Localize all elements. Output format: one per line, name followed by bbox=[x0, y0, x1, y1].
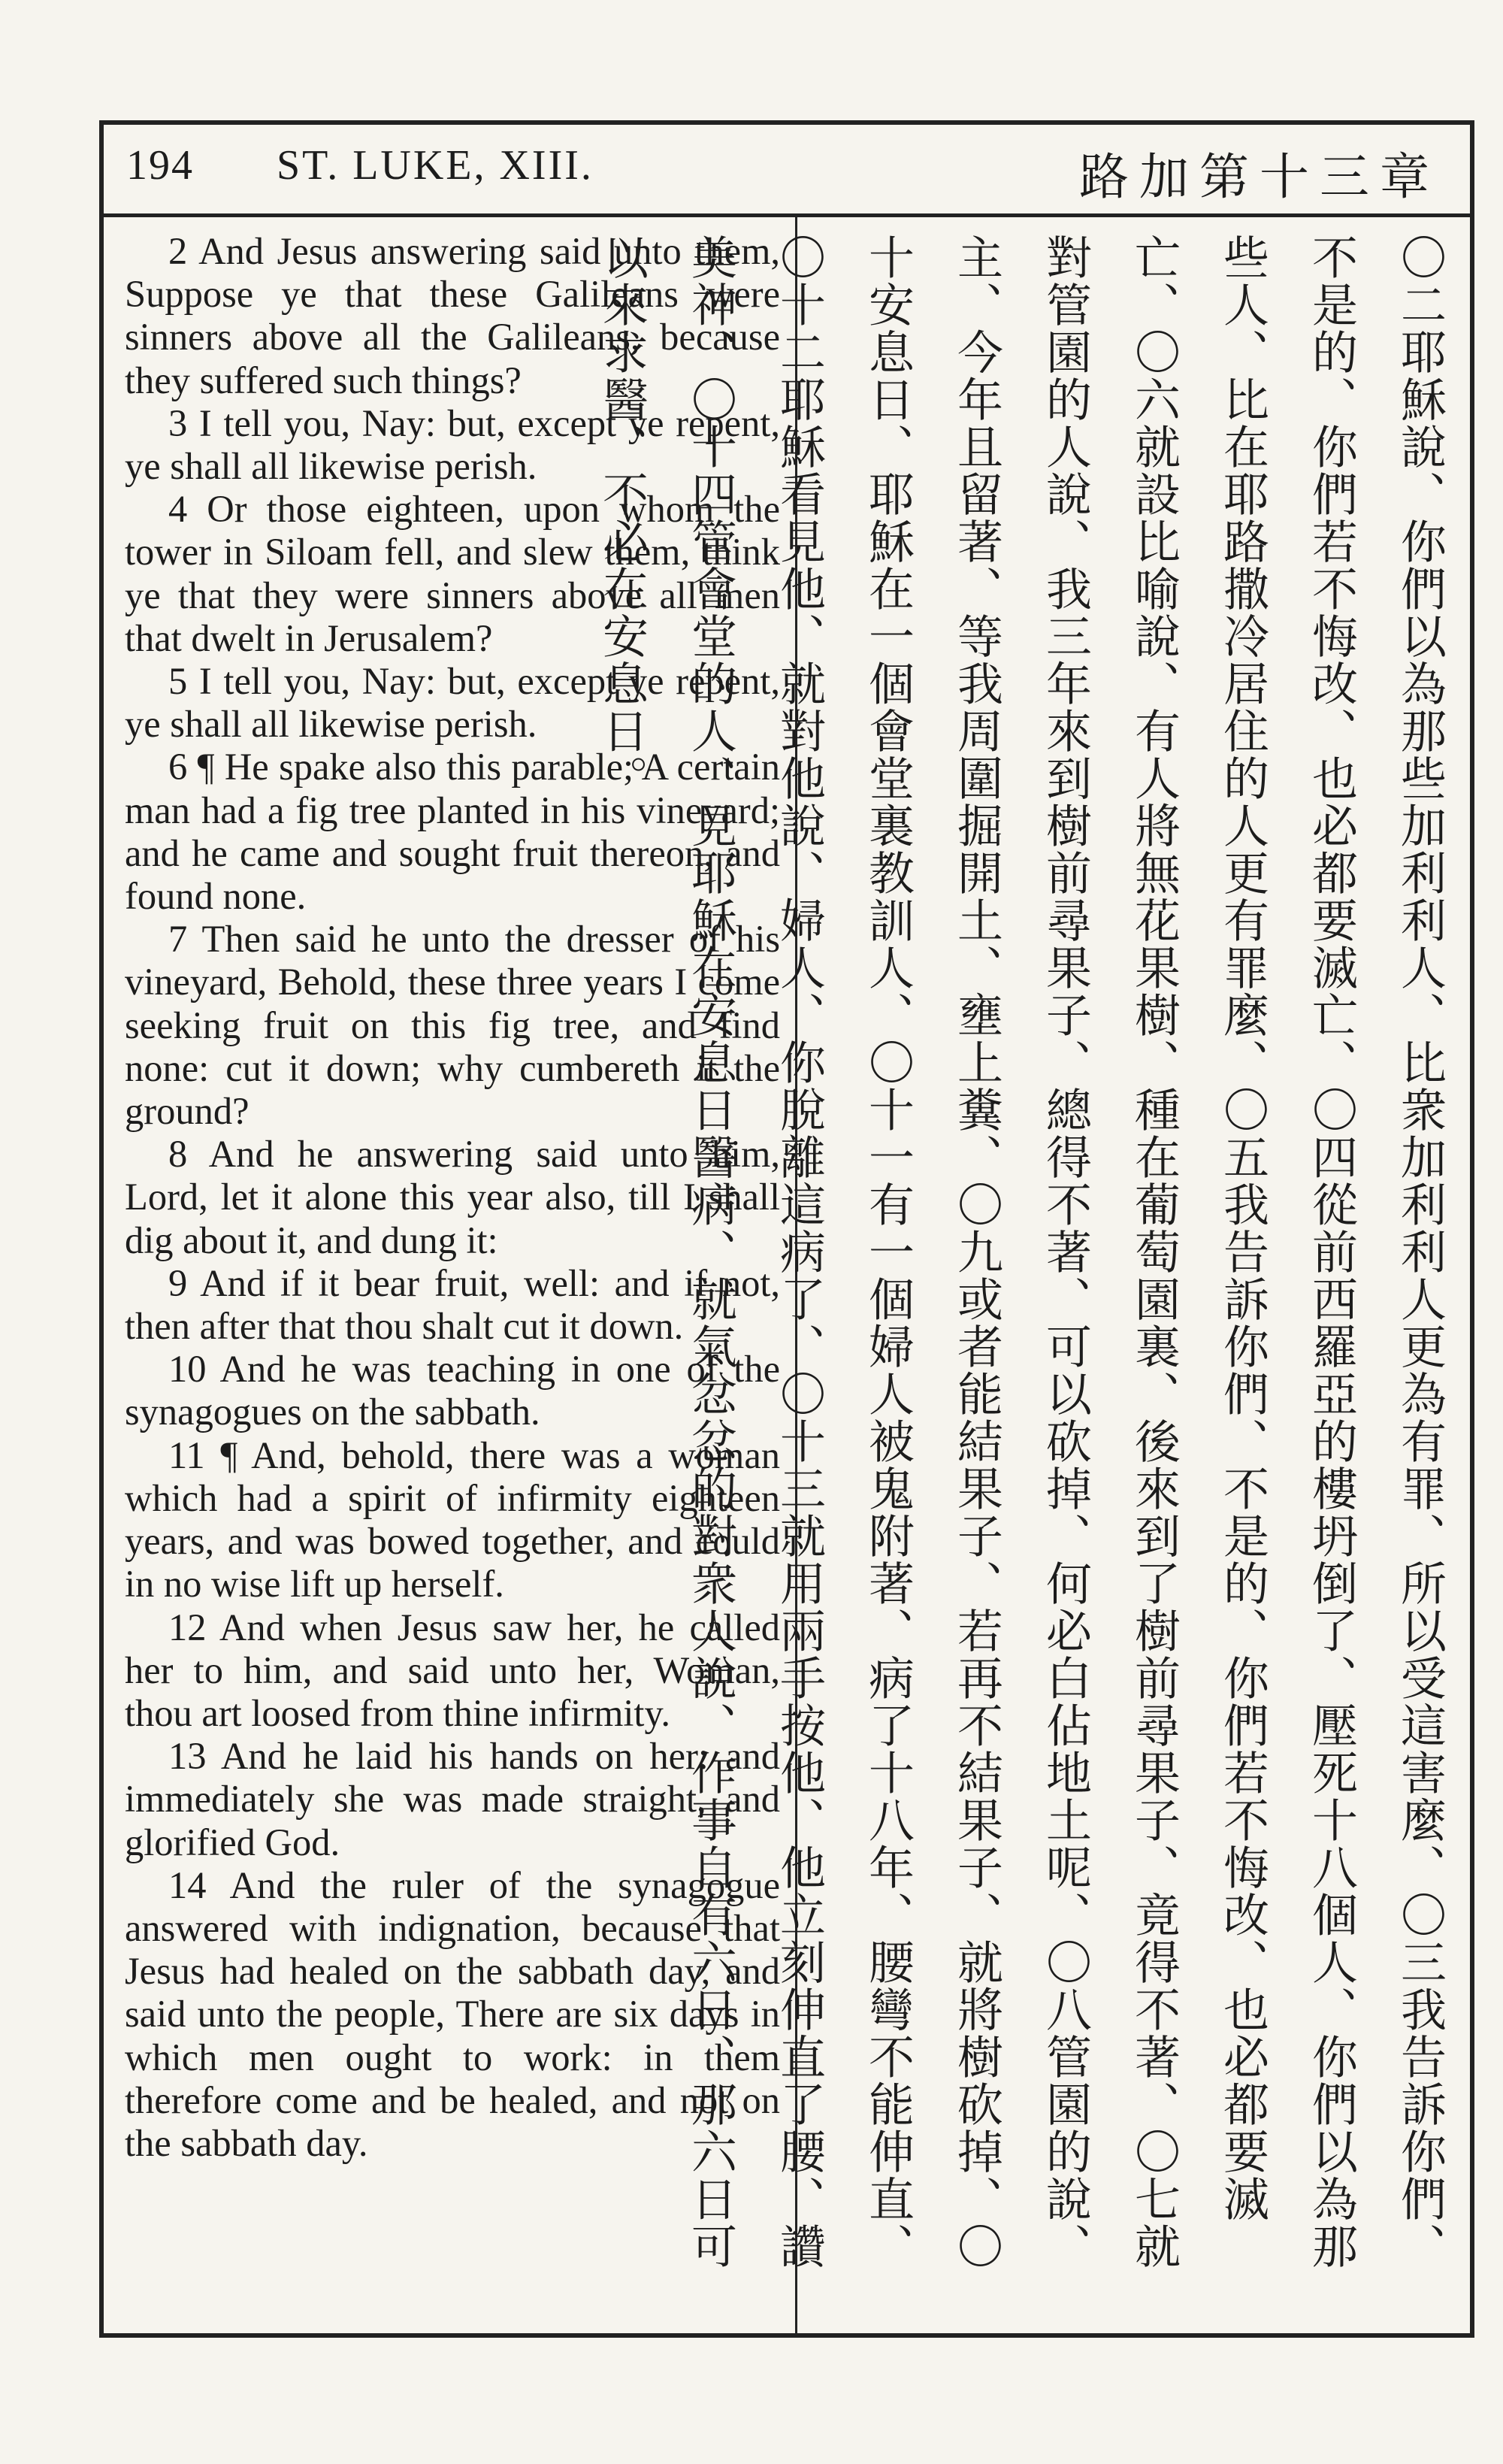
verse-7: 7 Then said he unto the dresser of his vineyard, Behold, these three years I come seeking fruit on this fig tree, and find none: cut it down; why cumbereth it the ground? bbox=[125, 918, 780, 1133]
chinese-running-head: 路加第十三章 bbox=[1079, 148, 1440, 206]
verse-9: 9 And if it bear fruit, well: and if not, then after that thou shalt cut it down. bbox=[125, 1261, 780, 1348]
verse-10: 10 And he was teaching in one of the synagogues on the sabbath. bbox=[125, 1348, 780, 1433]
verse-13: 13 And he laid his hands on her: and immediately she was made straight, and glorified God. bbox=[125, 1735, 780, 1863]
running-head: ST. LUKE, XIII. bbox=[277, 142, 594, 189]
page-frame bbox=[99, 120, 1474, 2338]
page-header bbox=[104, 125, 1470, 217]
chinese-column: 〇二耶穌說、你們以為那些加利利人、比衆加利利人更為有罪、所以受這害麼、〇三我告訴你們、不是的、你們若不悔改、也必都要滅亡、〇四從前西羅亞的樓坍倒了、壓死十八個人、你們以為那些人、比在耶路撒冷居住的人更有罪麼、〇五我告訴你們、不是的、你們若不悔改、也必都要滅亡、〇六就設比喻說、有人將無花果樹、種在葡萄園裏、後來到了樹前尋果子、竟得不著、〇七就對管園的人說、我三年來到樹前尋果子、總得不著、可以砍掉、何必白佔地土呢、〇八管園的說、主、今年且留著、等我周圍掘開土、壅上糞、〇九或者能結果子、若再不結果子、就將樹砍掉、〇十安息日、耶穌在一個會堂裏教訓人、〇十一有一個婦人被鬼附著、病了十八年、腰彎不能伸直、〇十二耶穌看見他、就對他說、婦人、你脫離這病了、〇十三就用兩手按他、他立刻伸直了腰、讚美神、〇十四管會堂的人、見耶穌在安息日醫病、就氣忿忿的對衆人說、作事自有六日、那六日可以來求醫、不必在安息日。 bbox=[595, 234, 1447, 2270]
verse-2: 2 And Jesus answering said unto them, Suppose ye that these Galileans were sinners above all the Galileans, because they suffered such things? bbox=[125, 230, 780, 401]
verse-5: 5 I tell you, Nay: but, except ye repent, ye shall all likewise perish. bbox=[125, 660, 780, 746]
verse-12: 12 And when Jesus saw her, he called her to him, and said unto her, Woman, thou art loosed from thine infirmity. bbox=[125, 1606, 780, 1734]
verse-4: 4 Or those eighteen, upon whom the tower in Siloam fell, and slew them, think ye that they were sinners above all men that dwelt in Jerusalem? bbox=[125, 488, 780, 659]
verse-3: 3 I tell you, Nay: but, except ye repent, ye shall all likewise perish. bbox=[125, 401, 780, 488]
verse-8: 8 And he answering said unto him, Lord, let it alone this year also, till I shall dig about it, and dung it: bbox=[125, 1133, 780, 1261]
verse-11: 11 ¶ And, behold, there was a woman which had a spirit of infirmity eighteen years, and was bowed together, and could in no wise lift up herself. bbox=[125, 1433, 780, 1606]
verse-14: 14 And the ruler of the synagogue answered with indignation, because that Jesus had healed on the sabbath day, and said unto the people, There are six days in which men ought to work: in them therefore come and be healed, and not on the sabbath day. bbox=[125, 1863, 780, 2164]
page-number: 194 bbox=[126, 142, 194, 189]
verse-6: 6 ¶ He spake also this parable; A certain man had a fig tree planted in his vineyard; and he came and sought fruit thereon, and found none. bbox=[125, 746, 780, 918]
